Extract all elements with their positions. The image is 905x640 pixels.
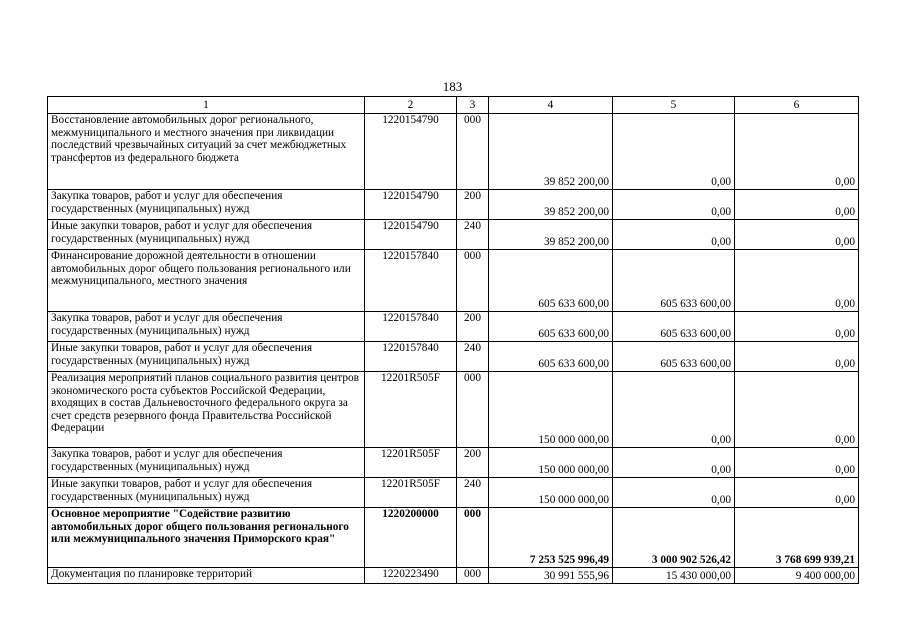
page-number: 183	[442, 79, 463, 94]
row-amount-col4: 605 633 600,00	[489, 250, 613, 312]
row-amount-col6: 0,00	[735, 342, 859, 372]
row-amount-col4: 150 000 000,00	[489, 448, 613, 478]
row-expense-type: 240	[457, 478, 489, 508]
row-name: Иные закупки товаров, работ и услуг для обеспечения государственных (муниципальных) нужд	[48, 220, 365, 250]
table-row	[48, 312, 859, 342]
row-amount-col4: 605 633 600,00	[489, 312, 613, 342]
row-code: 1220157840	[365, 342, 457, 372]
table-row	[48, 478, 859, 508]
row-amount-col4: 150 000 000,00	[489, 478, 613, 508]
row-amount-col6: 0,00	[735, 220, 859, 250]
row-code: 1220154790	[365, 114, 457, 190]
row-amount-col6: 3 768 699 939,21	[735, 508, 859, 568]
row-amount-col4: 39 852 200,00	[489, 220, 613, 250]
row-amount-col5: 605 633 600,00	[613, 250, 735, 312]
row-expense-type: 000	[457, 508, 489, 568]
row-amount-col4: 39 852 200,00	[489, 190, 613, 220]
row-code: 1220157840	[365, 250, 457, 312]
header-row	[48, 97, 859, 114]
row-amount-col5: 0,00	[613, 190, 735, 220]
row-expense-type: 000	[457, 568, 489, 584]
row-code: 1220154790	[365, 220, 457, 250]
row-code: 12201R505F	[365, 478, 457, 508]
row-code: 12201R505F	[365, 448, 457, 478]
table-row	[48, 342, 859, 372]
row-amount-col5: 3 000 902 526,42	[613, 508, 735, 568]
budget-table	[47, 96, 859, 584]
column-header: 2	[365, 97, 457, 114]
column-header: 4	[489, 97, 613, 114]
row-expense-type: 240	[457, 220, 489, 250]
row-name: Основное мероприятие "Содействие развитию автомобильных дорог общего пользования регионального или межмуниципального значения Приморского края"	[48, 508, 365, 568]
table-row	[48, 568, 859, 584]
row-amount-col4: 30 991 555,96	[489, 568, 613, 584]
row-expense-type: 200	[457, 312, 489, 342]
row-expense-type: 200	[457, 190, 489, 220]
row-name: Документация по планировке территорий	[48, 568, 365, 584]
row-code: 12201R505F	[365, 372, 457, 448]
table-row	[48, 220, 859, 250]
row-amount-col5: 605 633 600,00	[613, 342, 735, 372]
row-amount-col4: 39 852 200,00	[489, 114, 613, 190]
row-name: Финансирование дорожной деятельности в отношении автомобильных дорог общего пользования регионального или межмуниципального, местного значения	[48, 250, 365, 312]
column-header: 6	[735, 97, 859, 114]
row-amount-col5: 0,00	[613, 478, 735, 508]
row-name: Реализация мероприятий планов социального развития центров экономического роста субъектов Российской Федерации, входящих в состав Дальневосточного федерального округа за счет средств резервного фонда Правительства Российской Федерации	[48, 372, 365, 448]
row-amount-col5: 605 633 600,00	[613, 312, 735, 342]
row-amount-col5: 0,00	[613, 448, 735, 478]
row-name: Закупка товаров, работ и услуг для обеспечения государственных (муниципальных) нужд	[48, 312, 365, 342]
row-amount-col4: 150 000 000,00	[489, 372, 613, 448]
column-header: 1	[48, 97, 365, 114]
row-amount-col6: 0,00	[735, 250, 859, 312]
column-header: 3	[457, 97, 489, 114]
row-name: Иные закупки товаров, работ и услуг для обеспечения государственных (муниципальных) нужд	[48, 478, 365, 508]
column-header: 5	[613, 97, 735, 114]
table-row	[48, 114, 859, 190]
row-amount-col6: 0,00	[735, 312, 859, 342]
row-name: Закупка товаров, работ и услуг для обеспечения государственных (муниципальных) нужд	[48, 448, 365, 478]
table-row	[48, 372, 859, 448]
table-row	[48, 448, 859, 478]
row-code: 1220223490	[365, 568, 457, 584]
row-amount-col5: 0,00	[613, 220, 735, 250]
table-row	[48, 190, 859, 220]
row-amount-col5: 15 430 000,00	[613, 568, 735, 584]
table-row	[48, 508, 859, 568]
row-amount-col4: 7 253 525 996,49	[489, 508, 613, 568]
row-name: Иные закупки товаров, работ и услуг для обеспечения государственных (муниципальных) нужд	[48, 342, 365, 372]
row-name: Восстановление автомобильных дорог регионального, межмуниципального и местного значения при ликвидации последствий чрезвычайных ситуаций за счет межбюджетных трансфертов из федерального бюджета	[48, 114, 365, 190]
row-expense-type: 000	[457, 114, 489, 190]
row-amount-col5: 0,00	[613, 114, 735, 190]
row-expense-type: 000	[457, 250, 489, 312]
table-row	[48, 250, 859, 312]
row-amount-col6: 0,00	[735, 448, 859, 478]
row-expense-type: 000	[457, 372, 489, 448]
row-code: 1220200000	[365, 508, 457, 568]
row-amount-col4: 605 633 600,00	[489, 342, 613, 372]
row-code: 1220157840	[365, 312, 457, 342]
row-amount-col6: 0,00	[735, 190, 859, 220]
row-amount-col6: 0,00	[735, 114, 859, 190]
row-name: Закупка товаров, работ и услуг для обеспечения государственных (муниципальных) нужд	[48, 190, 365, 220]
row-amount-col5: 0,00	[613, 372, 735, 448]
row-expense-type: 240	[457, 342, 489, 372]
row-amount-col6: 0,00	[735, 478, 859, 508]
row-amount-col6: 9 400 000,00	[735, 568, 859, 584]
row-amount-col6: 0,00	[735, 372, 859, 448]
row-expense-type: 200	[457, 448, 489, 478]
row-code: 1220154790	[365, 190, 457, 220]
